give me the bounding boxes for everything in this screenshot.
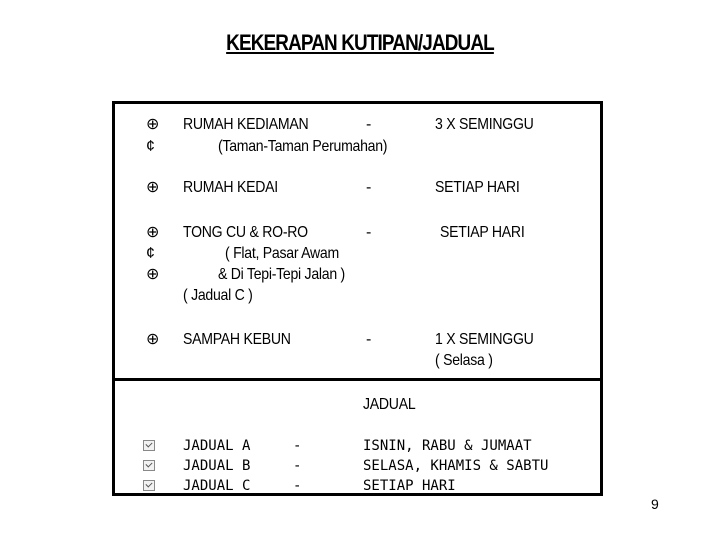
- item-frequency: 1 X SEMINGGU: [435, 331, 534, 348]
- cross-bullet-icon: ⊕: [146, 266, 160, 283]
- item-detail: & Di Tepi-Tepi Jalan ): [218, 266, 345, 283]
- item-dash: -: [366, 179, 372, 196]
- section-divider: [112, 378, 603, 381]
- schedule-days: SETIAP HARI: [363, 478, 456, 494]
- item-name: RUMAH KEDIAMAN: [183, 116, 309, 133]
- schedule-label: JADUAL C: [183, 478, 251, 494]
- item-detail: (Taman-Taman Perumahan): [218, 138, 388, 155]
- cent-bullet-icon: ¢: [146, 138, 155, 155]
- item-frequency: SETIAP HARI: [435, 179, 520, 196]
- item-frequency: SETIAP HARI: [440, 224, 525, 241]
- item-dash: -: [366, 331, 372, 348]
- page-title: KEKERAPAN KUTIPAN/JADUAL: [226, 30, 494, 55]
- schedule-heading: JADUAL: [363, 396, 416, 413]
- schedule-dash: -: [293, 478, 302, 494]
- item-detail: ( Jadual C ): [183, 287, 253, 304]
- schedule-days: ISNIN, RABU & JUMAAT: [363, 438, 532, 454]
- cross-bullet-icon: ⊕: [146, 331, 160, 348]
- item-dash: -: [366, 116, 372, 133]
- checkbox-icon: [143, 460, 155, 471]
- item-frequency-note: ( Selasa ): [435, 352, 493, 369]
- cross-bullet-icon: ⊕: [146, 116, 160, 133]
- item-name: SAMPAH KEBUN: [183, 331, 291, 348]
- checkbox-icon: [143, 440, 155, 451]
- item-frequency: 3 X SEMINGGU: [435, 116, 534, 133]
- schedule-days: SELASA, KHAMIS & SABTU: [363, 458, 549, 474]
- schedule-dash: -: [293, 458, 302, 474]
- page-number: 9: [651, 496, 659, 512]
- cross-bullet-icon: ⊕: [146, 179, 160, 196]
- item-name: RUMAH KEDAI: [183, 179, 278, 196]
- schedule-dash: -: [293, 438, 302, 454]
- schedule-label: JADUAL B: [183, 458, 251, 474]
- item-name: TONG CU & RO-RO: [183, 224, 308, 241]
- item-dash: -: [366, 224, 372, 241]
- item-detail: ( Flat, Pasar Awam: [225, 245, 339, 262]
- checkbox-icon: [143, 480, 155, 491]
- cross-bullet-icon: ⊕: [146, 224, 160, 241]
- schedule-label: JADUAL A: [183, 438, 251, 454]
- cent-bullet-icon: ¢: [146, 245, 155, 262]
